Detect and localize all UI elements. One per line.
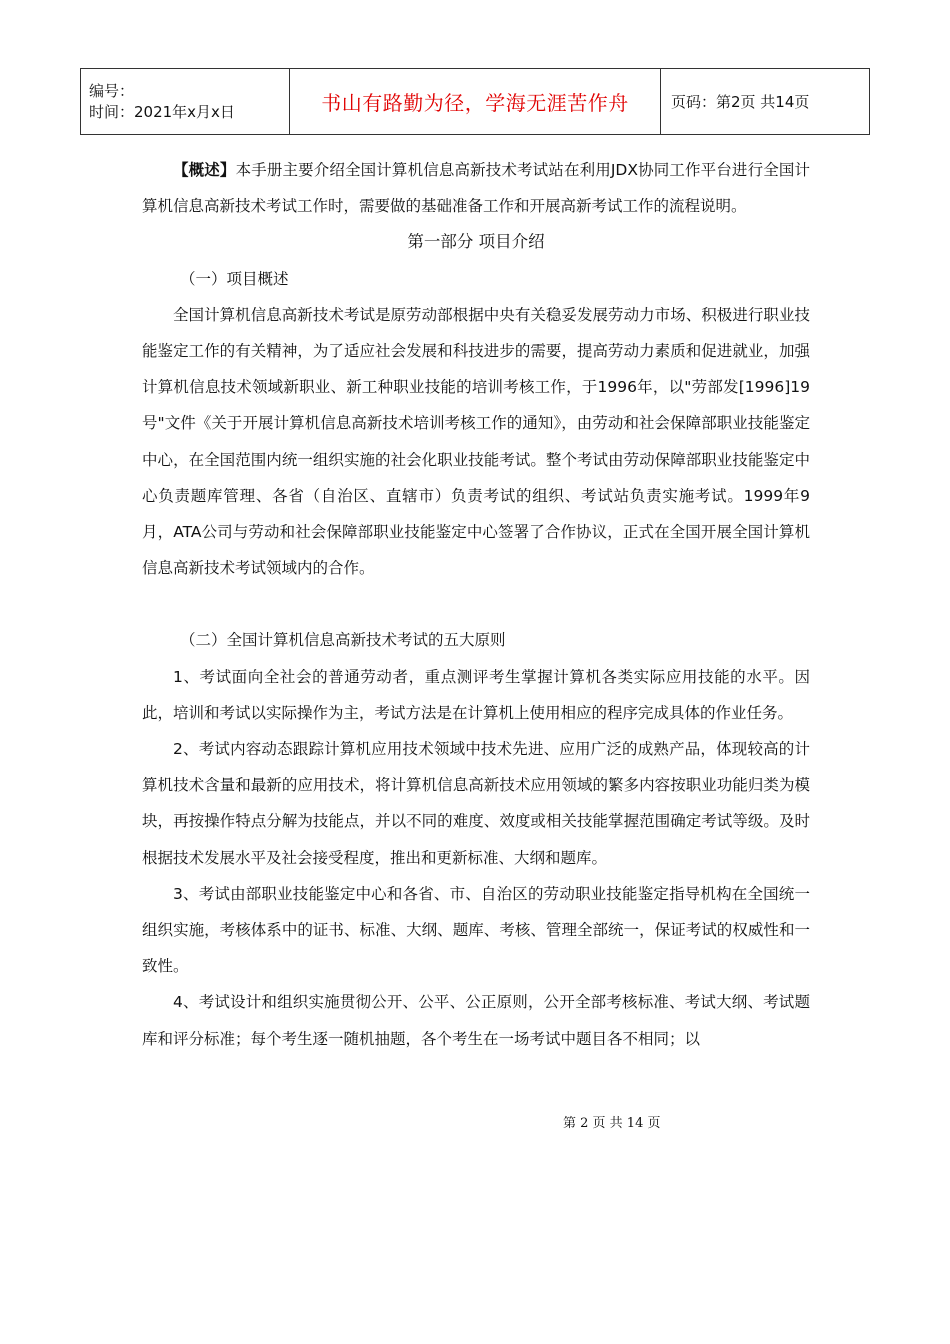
header-page-code-cell [661,69,870,135]
page-code-label: 页码：第2页 共14页 [671,93,810,111]
principle-item: 3、考试由部职业技能鉴定中心和各省、市、自治区的劳动职业技能鉴定指导机构在全国统一组织实施，考核体系中的证书、标准、大纲、题库、考核、管理全部统一，保证考试的权威性和一致性。 [142,884,810,976]
motto-text: 书山有路勤为径，学海无涯苦作舟 [321,91,629,115]
footer-page-number: 第 2 页 共 14 页 [563,1116,661,1131]
section-heading-overview: （一）项目概述 [180,269,289,288]
header-motto-cell [290,69,661,135]
principle-item: 4、考试设计和组织实施贯彻公开、公平、公正原则，公开全部考核标准、考试大纲、考试题库和评分标准；每个考生逐一随机抽题，各个考生在一场考试中题目各不相同；以 [142,993,810,1048]
part-title: 第一部分 项目介绍 [407,232,545,252]
principle-item: 2、考试内容动态跟踪计算机应用技术领域中技术先进、应用广泛的成熟产品，体现较高的计算机技术含量和最新的应用技术，将计算机信息高新技术应用领域的繁多内容按职业功能归类为模块，再按操作特点分解为技能点，并以不同的难度、效度或相关技能掌握范围确定考试等级。及时根据技术发展水平及社会接受程度，推出和更新标准、大纲和题库。 [142,740,810,867]
section-heading-principles: （二）全国计算机信息高新技术考试的五大原则 [180,631,506,650]
principle-item: 1、考试面向全社会的普通劳动者，重点测评考生掌握计算机各类实际应用技能的水平。因此，培训和考试以实际操作为主，考试方法是在计算机上使用相应的程序完成具体的作业任务。 [142,667,810,722]
header-meta-cell [81,69,290,135]
overview-label: 【概述】 [173,161,236,179]
overview-text: 本手册主要介绍全国计算机信息高新技术考试站在利用JDX协同工作平台进行全国计算机信息高新技术考试工作时，需要做的基础准备工作和开展高新考试工作的流程说明。 [142,161,810,216]
document-body [142,152,810,1057]
serial-number-label: 编号： [89,81,135,100]
document-header [80,68,870,135]
project-overview-paragraph: 全国计算机信息高新技术考试是原劳动部根据中央有关稳妥发展劳动力市场、积极进行职业技能鉴定工作的有关精神，为了适应社会发展和科技进步的需要，提高劳动力素质和促进就业，加强计算机信息技术领域新职业、新工种职业技能的培训考核工作，于1996年，以"劳部发[1996]19号"文件《关于开展计算机信息高新技术培训考核工作的通知》，由劳动和社会保障部职业技能鉴定中心，在全国范围内统一组织实施的社会化职业技能考试。整个考试由劳动保障部职业技能鉴定中心负责题库管理、各省（自治区、直辖市）负责考试的组织、考试站负责实施考试。1999年9月，ATA公司与劳动和社会保障部职业技能鉴定中心签署了合作协议，正式在全国开展全国计算机信息高新技术考试领域内的合作。 [142,305,810,578]
paragraph-spacer [142,586,810,622]
overview-paragraph [142,152,810,224]
date-label: 时间：2021年x月x日 [89,102,235,121]
